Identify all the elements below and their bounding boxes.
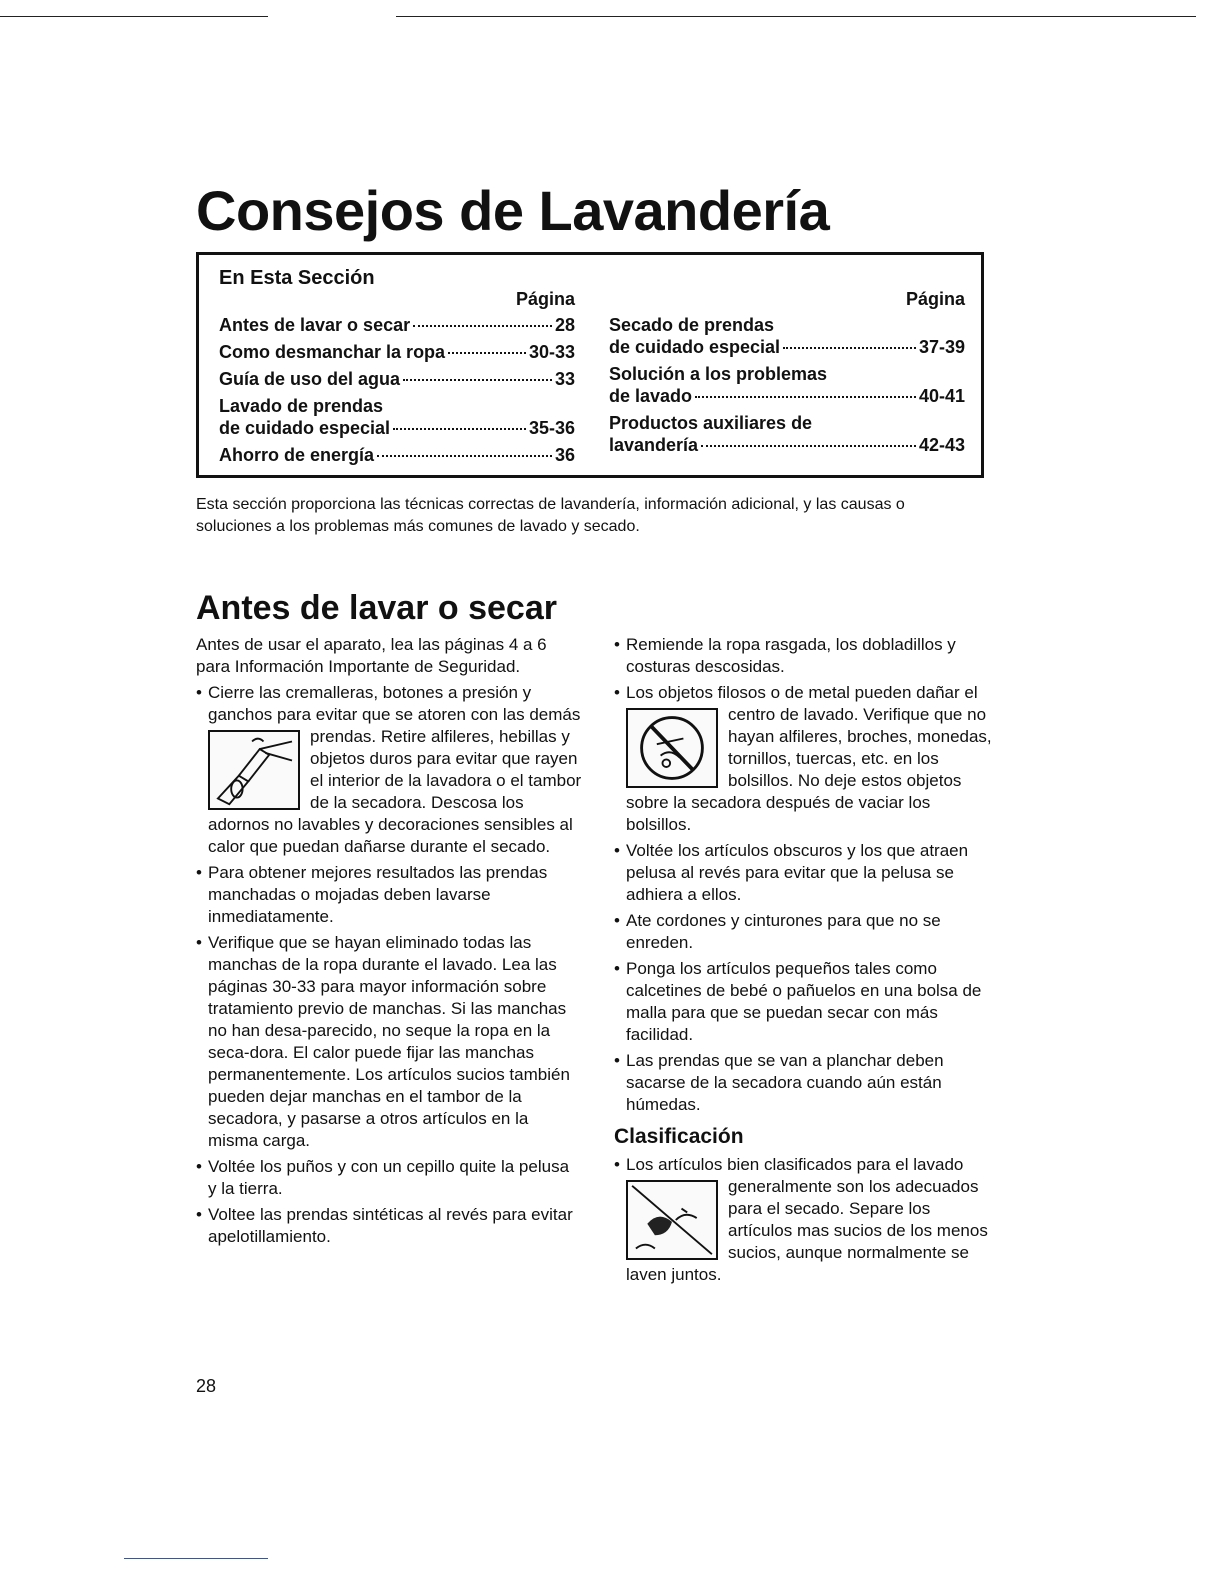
list-item: • Voltee las prendas sintéticas al revés para evitar apelotillamiento. — [196, 1204, 582, 1248]
list-item: • Ponga los artículos pequeños tales como calcetines de bebé o pañuelos en una bolsa de malla para que se puedan secar con más facilidad. — [614, 958, 994, 1046]
subsection-heading: Clasificación — [614, 1125, 744, 1148]
no-sharp-objects-illustration — [626, 708, 718, 788]
toc-heading: En Esta Sección — [219, 267, 375, 289]
top-rule-left — [0, 16, 268, 17]
toc-page-label: Página — [905, 289, 965, 309]
left-column — [196, 634, 582, 1252]
list-item: • Remiende la ropa rasgada, los dobladillos y costuras descosidas. — [614, 634, 994, 678]
toc-entry[interactable]: Secado de prendas de cuidado especial 37-39 — [609, 315, 965, 357]
prohibited-objects-icon — [628, 710, 716, 786]
toc-entry[interactable]: Ahorro de energía 36 — [219, 445, 575, 465]
toc-entry[interactable]: Antes de lavar o secar 28 — [219, 315, 575, 335]
toc-entry[interactable]: Productos auxiliares de lavandería 42-43 — [609, 413, 965, 455]
zipper-pull-illustration — [208, 730, 300, 810]
intro-paragraph: Esta sección proporciona las técnicas correctas de lavandería, información adicional, y las causas o soluciones a los problemas más comunes de lavado y secado. — [196, 496, 905, 535]
list-item: • Los objetos filosos o de metal pueden dañar el centro de lavado. Verifique que no hayan alfileres, broches, monedas, tornillos, tuercas, etc. en los bolsillos. No deje estos objetos sobre la secadora después de vaciar los bolsillos. — [614, 682, 994, 836]
list-item: • Los artículos bien clasificados para el lavado generalmente son los adecuados para el secado. Separe los artículos mas sucios de los menos sucios, aunque normalmente se laven juntos. — [614, 1154, 994, 1286]
toc-entry[interactable]: Guía de uso del agua 33 — [219, 369, 575, 389]
toc-box — [196, 252, 984, 478]
toc-entry[interactable]: Solución a los problemas de lavado 40-41 — [609, 364, 965, 406]
toc-entry[interactable]: Lavado de prendas de cuidado especial 35-36 — [219, 396, 575, 438]
list-item: • Verifique que se hayan eliminado todas las manchas de la ropa durante el lavado. Lea las páginas 30-33 para mayor información sobre tratamiento previo de manchas. Si las manchas no han desa-parecido, no seque la ropa en la seca-dora. El calor puede fijar las manchas permanentemente. Los artículos sucios también pueden dejar manchas en el tambor de la secadora, y pasarse a otros artículos en la misma carga. — [196, 932, 582, 1152]
toc-page-label: Página — [515, 289, 575, 309]
toc-entry[interactable]: Como desmanchar la ropa 30-33 — [219, 342, 575, 362]
right-column — [614, 634, 994, 1290]
toc-left-column — [219, 289, 575, 471]
list-item: • Las prendas que se van a planchar deben sacarse de la secadora cuando aún están húmedas. — [614, 1050, 994, 1116]
zipper-icon — [210, 732, 298, 808]
list-item: • Voltée los puños y con un cepillo quite la pelusa y la tierra. — [196, 1156, 582, 1200]
top-rule-right — [396, 16, 1196, 17]
list-item: • Voltée los artículos obscuros y los que atraen pelusa al revés para evitar que la pelusa se adhiera a ellos. — [614, 840, 994, 906]
bottom-rule — [124, 1558, 268, 1559]
list-item: • Ate cordones y cinturones para que no se enreden. — [614, 910, 994, 954]
toc-right-column — [609, 289, 965, 461]
page-title: Consejos de Lavandería — [196, 179, 830, 242]
list-item: • Cierre las cremalleras, botones a presión y ganchos para evitar que se atoren con las demás prendas. Retire alfileres, hebillas y objetos duros para evitar que rayen el interior de la lavadora o el tambor de la secadora. Descosa los adornos no lavables y decoraciones sensibles al calor que puedan dañarse durante el secado. — [196, 682, 582, 858]
section-title: Antes de lavar o secar — [196, 589, 557, 627]
laundry-sort-icon — [628, 1182, 716, 1258]
list-item: • Para obtener mejores resultados las prendas manchadas o mojadas deben lavarse inmediatamente. — [196, 862, 582, 928]
lead-paragraph: Antes de usar el aparato, lea las páginas 4 a 6 para Información Importante de Seguridad. — [196, 635, 547, 676]
page-number: 28 — [196, 1376, 217, 1396]
sorting-clothes-illustration — [626, 1180, 718, 1260]
